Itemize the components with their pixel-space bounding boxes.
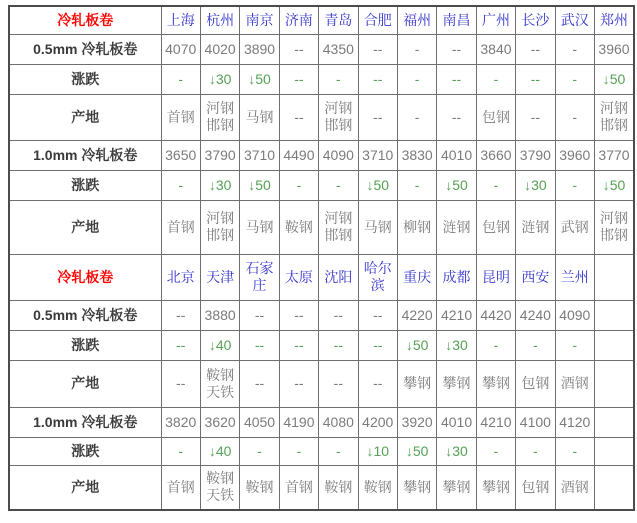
change-value-cell: ↓30 [200, 64, 239, 94]
change-value-cell: ↓10 [358, 437, 397, 465]
change-value-cell: - [279, 170, 318, 200]
price-value-cell: 4010 [437, 407, 476, 437]
spec-label-cell: 涨跌 [9, 170, 161, 200]
origin-value-cell: 鞍钢天铁 [200, 360, 239, 407]
origin-value-cell: 河钢邯钢 [319, 94, 358, 140]
price-value-cell: 3920 [397, 407, 436, 437]
change-value-cell: - [555, 330, 594, 360]
price-value-cell: 3960 [594, 34, 634, 64]
price-value-cell: 3710 [240, 140, 279, 170]
spec-label-cell: 产地 [9, 200, 161, 254]
price-value-cell: 4210 [437, 300, 476, 330]
origin-value-cell: 河钢邯钢 [200, 200, 239, 254]
city-header-cell: 重庆 [397, 254, 436, 300]
origin-value-cell: 首钢 [161, 94, 200, 140]
origin-value-cell: 涟钢 [516, 200, 555, 254]
city-header-cell: 石家庄 [240, 254, 279, 300]
change-value-cell: - [161, 170, 200, 200]
city-header-cell: 南京 [240, 6, 279, 34]
change-value-cell: - [555, 64, 594, 94]
origin-value-cell: 柳钢 [397, 200, 436, 254]
city-header-cell: 济南 [279, 6, 318, 34]
price-value-cell: 3840 [476, 34, 515, 64]
origin-value-cell: -- [437, 94, 476, 140]
change-value-cell: ↓30 [437, 437, 476, 465]
price-value-cell: -- [358, 34, 397, 64]
price-value-cell: 4220 [397, 300, 436, 330]
empty-cell [594, 437, 634, 465]
price-value-cell: -- [240, 300, 279, 330]
city-header-cell: 杭州 [200, 6, 239, 34]
origin-value-cell: 攀钢 [397, 465, 436, 510]
price-value-cell: 3830 [397, 140, 436, 170]
table-row [9, 34, 634, 64]
price-value-cell: 3650 [161, 140, 200, 170]
city-header-cell: 昆明 [476, 254, 515, 300]
origin-value-cell: - [397, 94, 436, 140]
change-value-cell: -- [279, 330, 318, 360]
origin-value-cell: -- [319, 360, 358, 407]
price-value-cell: 3710 [358, 140, 397, 170]
origin-value-cell: 包钢 [476, 94, 515, 140]
table-row [9, 300, 634, 330]
empty-cell [594, 360, 634, 407]
city-header-cell: 武汉 [555, 6, 594, 34]
change-value-cell: - [397, 170, 436, 200]
price-value-cell: 3960 [555, 140, 594, 170]
section-header-row [9, 254, 634, 300]
table-row [9, 437, 634, 465]
price-value-cell: 4070 [161, 34, 200, 64]
change-value-cell: -- [279, 64, 318, 94]
empty-cell [594, 330, 634, 360]
origin-value-cell: 首钢 [161, 465, 200, 510]
change-value-cell: - [319, 437, 358, 465]
change-value-cell: ↓50 [594, 64, 634, 94]
spec-label-cell: 产地 [9, 360, 161, 407]
change-value-cell: -- [358, 64, 397, 94]
price-value-cell: 4100 [516, 407, 555, 437]
price-value-cell: -- [358, 300, 397, 330]
section-header-row [9, 6, 634, 34]
change-value-cell: ↓50 [358, 170, 397, 200]
origin-value-cell: 鞍钢天铁 [200, 465, 239, 510]
change-value-cell: ↓30 [437, 330, 476, 360]
spec-label-cell: 1.0mm 冷轧板卷 [9, 407, 161, 437]
price-value-cell: 3880 [200, 300, 239, 330]
change-value-cell: -- [437, 64, 476, 94]
origin-value-cell: 武钢 [555, 200, 594, 254]
price-value-cell: 4090 [555, 300, 594, 330]
city-header-cell: 福州 [397, 6, 436, 34]
change-value-cell: - [240, 437, 279, 465]
price-value-cell: 3660 [476, 140, 515, 170]
spec-label-cell: 1.0mm 冷轧板卷 [9, 140, 161, 170]
change-value-cell: ↓50 [397, 437, 436, 465]
price-value-cell: 4490 [279, 140, 318, 170]
origin-value-cell: 涟钢 [437, 200, 476, 254]
price-value-cell: - [397, 34, 436, 64]
origin-value-cell: 鞍钢 [279, 200, 318, 254]
change-value-cell: ↓50 [594, 170, 634, 200]
origin-value-cell: -- [240, 360, 279, 407]
city-header-cell: 兰州 [555, 254, 594, 300]
origin-value-cell: 河钢邯钢 [594, 200, 634, 254]
price-value-cell: -- [279, 300, 318, 330]
change-value-cell: - [516, 437, 555, 465]
city-header-cell: 天津 [200, 254, 239, 300]
origin-value-cell: 河钢邯钢 [594, 94, 634, 140]
origin-value-cell: 河钢邯钢 [200, 94, 239, 140]
origin-value-cell: 鞍钢 [319, 465, 358, 510]
change-value-cell: - [161, 437, 200, 465]
spec-label-cell: 涨跌 [9, 330, 161, 360]
city-header-cell: 北京 [161, 254, 200, 300]
origin-value-cell: 包钢 [516, 465, 555, 510]
price-value-cell: 4010 [437, 140, 476, 170]
change-value-cell: - [476, 170, 515, 200]
price-value-cell: 4090 [319, 140, 358, 170]
city-header-cell: 上海 [161, 6, 200, 34]
spec-label-cell: 涨跌 [9, 437, 161, 465]
origin-value-cell: 首钢 [161, 200, 200, 254]
origin-value-cell: 马钢 [240, 94, 279, 140]
change-value-cell: - [279, 437, 318, 465]
city-header-cell: 西安 [516, 254, 555, 300]
price-value-cell: 4050 [240, 407, 279, 437]
steel-price-table [8, 5, 635, 511]
price-value-cell: 4080 [319, 407, 358, 437]
city-header-cell: 太原 [279, 254, 318, 300]
origin-value-cell: -- [161, 360, 200, 407]
price-value-cell: -- [279, 34, 318, 64]
origin-value-cell: - [555, 94, 594, 140]
price-value-cell: 3770 [594, 140, 634, 170]
origin-value-cell: 鞍钢 [358, 465, 397, 510]
city-header-cell: 长沙 [516, 6, 555, 34]
change-value-cell: - [476, 330, 515, 360]
empty-cell [594, 407, 634, 437]
price-value-cell: 3890 [240, 34, 279, 64]
origin-value-cell: -- [279, 94, 318, 140]
change-value-cell: - [319, 170, 358, 200]
change-value-cell: ↓30 [516, 170, 555, 200]
price-value-cell: 3790 [200, 140, 239, 170]
table-row [9, 170, 634, 200]
change-value-cell: - [476, 64, 515, 94]
change-value-cell: ↓50 [240, 170, 279, 200]
empty-cell [594, 254, 634, 300]
price-value-cell: 4020 [200, 34, 239, 64]
change-value-cell: - [319, 64, 358, 94]
origin-value-cell: 首钢 [279, 465, 318, 510]
change-value-cell: - [555, 170, 594, 200]
change-value-cell: ↓50 [397, 330, 436, 360]
change-value-cell: - [397, 64, 436, 94]
change-value-cell: -- [358, 330, 397, 360]
price-value-cell: -- [319, 300, 358, 330]
change-value-cell: - [476, 437, 515, 465]
price-value-cell: 4420 [476, 300, 515, 330]
price-value-cell: -- [161, 300, 200, 330]
change-value-cell: - [161, 64, 200, 94]
origin-value-cell: 鞍钢 [240, 465, 279, 510]
price-value-cell: 4210 [476, 407, 515, 437]
price-value-cell: 4120 [555, 407, 594, 437]
origin-value-cell: 攀钢 [476, 360, 515, 407]
table-row [9, 330, 634, 360]
price-value-cell: 3620 [200, 407, 239, 437]
origin-value-cell: 河钢邯钢 [319, 200, 358, 254]
price-value-cell: -- [516, 34, 555, 64]
change-value-cell: -- [161, 330, 200, 360]
origin-value-cell: 攀钢 [476, 465, 515, 510]
change-value-cell: - [555, 437, 594, 465]
table-row [9, 200, 634, 254]
origin-value-cell: 攀钢 [437, 465, 476, 510]
table-row [9, 360, 634, 407]
change-value-cell: -- [516, 64, 555, 94]
price-value-cell: 4240 [516, 300, 555, 330]
origin-value-cell: 酒钢 [555, 360, 594, 407]
table-row [9, 94, 634, 140]
origin-value-cell: 攀钢 [397, 360, 436, 407]
origin-value-cell: 包钢 [476, 200, 515, 254]
price-value-cell: 4200 [358, 407, 397, 437]
origin-value-cell: 马钢 [240, 200, 279, 254]
spec-label-cell: 产地 [9, 94, 161, 140]
origin-value-cell: 攀钢 [437, 360, 476, 407]
city-header-cell: 沈阳 [319, 254, 358, 300]
table-row [9, 64, 634, 94]
table-row [9, 140, 634, 170]
origin-value-cell: -- [358, 360, 397, 407]
change-value-cell: ↓40 [200, 330, 239, 360]
city-header-cell: 青岛 [319, 6, 358, 34]
spec-label-cell: 涨跌 [9, 64, 161, 94]
price-value-cell: 3790 [516, 140, 555, 170]
price-value-cell: - [555, 34, 594, 64]
city-header-cell: 郑州 [594, 6, 634, 34]
spec-label-cell: 0.5mm 冷轧板卷 [9, 300, 161, 330]
price-value-cell: 3820 [161, 407, 200, 437]
spec-label-cell: 0.5mm 冷轧板卷 [9, 34, 161, 64]
product-title-cell: 冷轧板卷 [9, 254, 161, 300]
price-value-cell: 4350 [319, 34, 358, 64]
table-row [9, 465, 634, 510]
origin-value-cell: 马钢 [358, 200, 397, 254]
change-value-cell: -- [319, 330, 358, 360]
change-value-cell: ↓40 [200, 437, 239, 465]
city-header-cell: 广州 [476, 6, 515, 34]
change-value-cell: ↓50 [437, 170, 476, 200]
spec-label-cell: 产地 [9, 465, 161, 510]
origin-value-cell: -- [279, 360, 318, 407]
city-header-cell: 合肥 [358, 6, 397, 34]
city-header-cell: 成都 [437, 254, 476, 300]
empty-cell [594, 300, 634, 330]
origin-value-cell: -- [358, 94, 397, 140]
city-header-cell: 哈尔滨 [358, 254, 397, 300]
origin-value-cell: -- [516, 94, 555, 140]
change-value-cell: ↓30 [200, 170, 239, 200]
empty-cell [594, 465, 634, 510]
price-value-cell: 4190 [279, 407, 318, 437]
city-header-cell: 南昌 [437, 6, 476, 34]
origin-value-cell: 酒钢 [555, 465, 594, 510]
origin-value-cell: 包钢 [516, 360, 555, 407]
change-value-cell: -- [240, 330, 279, 360]
change-value-cell: ↓50 [240, 64, 279, 94]
change-value-cell: - [516, 330, 555, 360]
price-value-cell: -- [437, 34, 476, 64]
table-row [9, 407, 634, 437]
product-title-cell: 冷轧板卷 [9, 6, 161, 34]
